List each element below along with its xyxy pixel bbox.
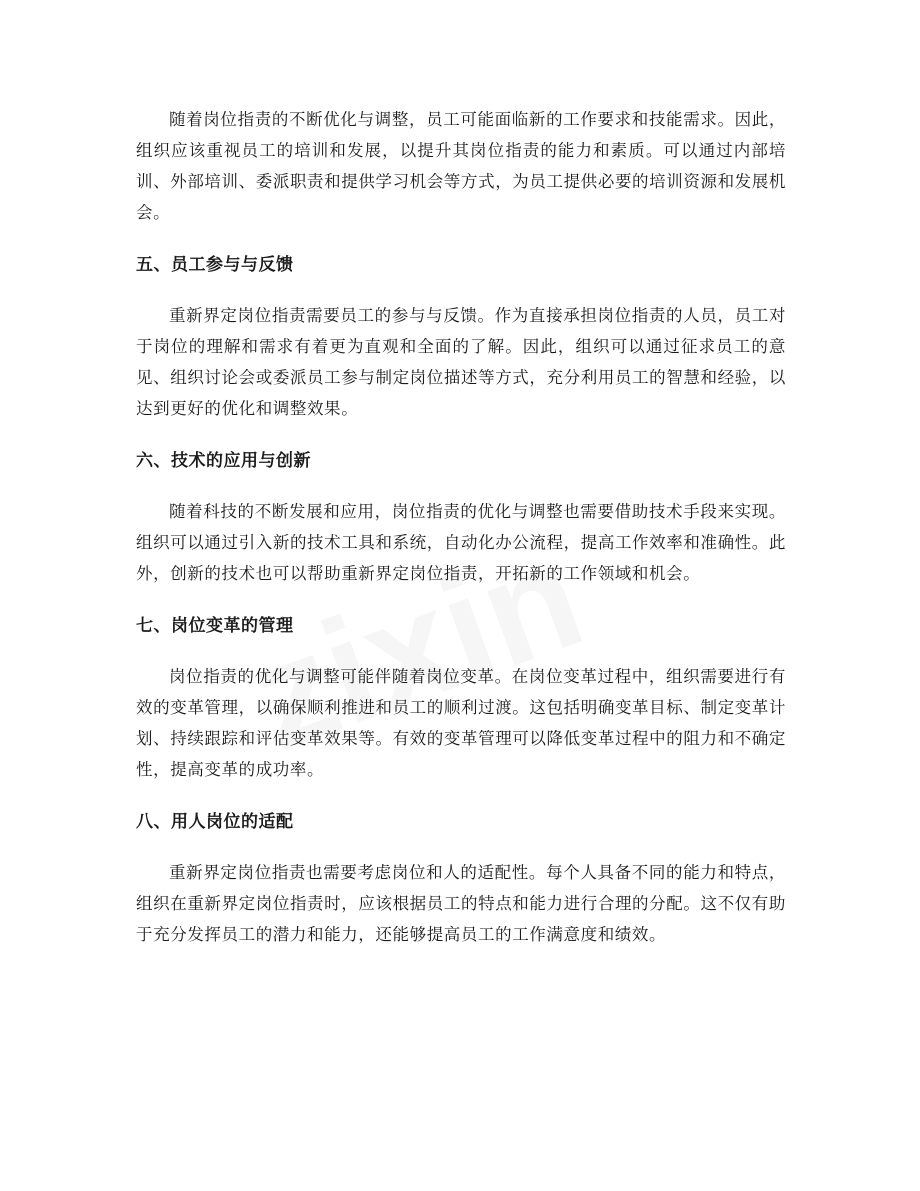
heading-section-7: 七、岗位变革的管理 xyxy=(136,616,294,636)
paragraph-change-management: 岗位指责的优化与调整可能伴随着岗位变革。在岗位变革过程中，组织需要进行有效的变革管理，以确保顺利推进和员工的顺利过渡。这包括明确变革目标、制定变革计划、持续跟踪和评估变革效果等。有效的变革管理可以降低变革过程中的阻力和不确定性，提高变革的成功率。 xyxy=(136,667,786,779)
heading-section-8: 八、用人岗位的适配 xyxy=(136,812,294,832)
paragraph-employee-feedback: 重新界定岗位指责需要员工的参与与反馈。作为直接承担岗位指责的人员，员工对于岗位的理解和需求有着更为直观和全面的了解。因此，组织可以通过征求员工的意见、组织讨论会或委派员工参与制定岗位描述等方式，充分利用员工的智慧和经验，以达到更好的优化和调整效果。 xyxy=(136,306,786,418)
heading-section-5: 五、员工参与与反馈 xyxy=(136,255,294,275)
paragraph-technology: 随着科技的不断发展和应用，岗位指责的优化与调整也需要借助技术手段来实现。组织可以通过引入新的技术工具和系统，自动化办公流程，提高工作效率和准确性。此外，创新的技术也可以帮助重新界定岗位指责，开拓新的工作领域和机会。 xyxy=(136,502,786,583)
heading-section-6: 六、技术的应用与创新 xyxy=(136,451,311,471)
paragraph-person-job-fit: 重新界定岗位指责也需要考虑岗位和人的适配性。每个人具备不同的能力和特点，组织在重新界定岗位指责时，应该根据员工的特点和能力进行合理的分配。这不仅有助于充分发挥员工的潜力和能力，还能够提高员工的工作满意度和绩效。 xyxy=(136,863,786,944)
document-body xyxy=(136,104,786,950)
paragraph-training: 随着岗位指责的不断优化与调整，员工可能面临新的工作要求和技能需求。因此，组织应该重视员工的培训和发展，以提升其岗位指责的能力和素质。可以通过内部培训、外部培训、委派职责和提供学习机会等方式，为员工提供必要的培训资源和发展机会。 xyxy=(136,110,786,222)
